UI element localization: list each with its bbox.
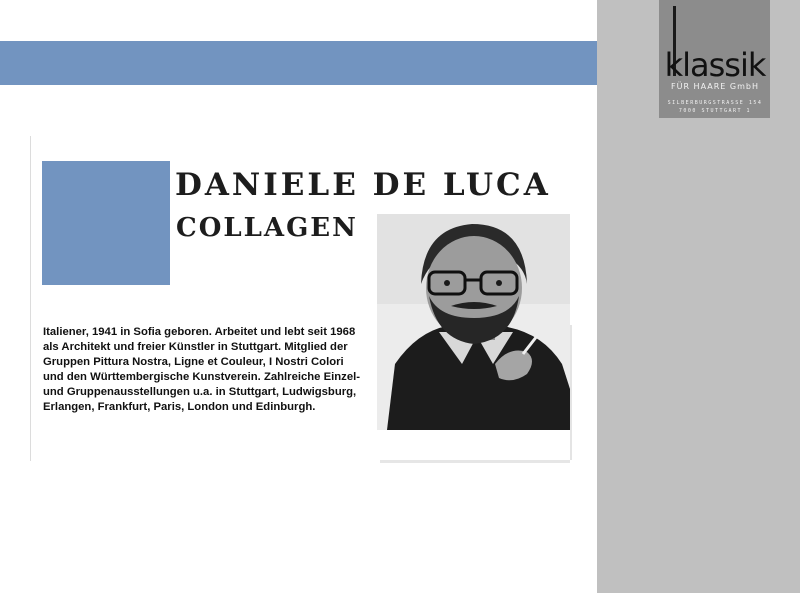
scan-edge-left xyxy=(30,136,31,461)
artist-bio-text xyxy=(43,325,383,415)
scan-edge-bottom xyxy=(380,460,570,463)
logo-subtitle: FÜR HAARE GmbH xyxy=(671,82,759,91)
bio-line: als Architekt und freier Künstler in Stuttgart. Mitglied der xyxy=(43,341,348,353)
scan-edge-right xyxy=(570,325,572,460)
article-title: DANIELE DE LUCA xyxy=(175,167,551,203)
artist-portrait-photo xyxy=(377,214,570,430)
logo-city-line: 7000 STUTTGART 1 xyxy=(678,108,752,114)
bio-line: Gruppen Pittura Nostra, Ligne et Couleur, I Nostri Colori xyxy=(43,356,344,368)
bio-line: und Gruppenausstellungen u.a. in Stuttgart, Ludwigsburg, xyxy=(43,386,357,398)
logo-address-line: SILBERBURGSTRASSE 154 xyxy=(667,100,763,106)
bio-line: und den Württembergische Kunstverein. Zahlreiche Einzel- xyxy=(43,371,360,383)
bio-line: Italiener, 1941 in Sofia geboren. Arbeitet und lebt seit 1968 xyxy=(43,326,356,338)
top-accent-band xyxy=(0,41,597,85)
bio-line: Erlangen, Frankfurt, Paris, London und Edinburgh. xyxy=(43,401,316,413)
accent-square xyxy=(42,161,170,285)
logo-wordmark: klassik xyxy=(664,46,766,84)
klassik-logo xyxy=(659,0,770,118)
article-subtitle: COLLAGEN xyxy=(176,213,358,243)
